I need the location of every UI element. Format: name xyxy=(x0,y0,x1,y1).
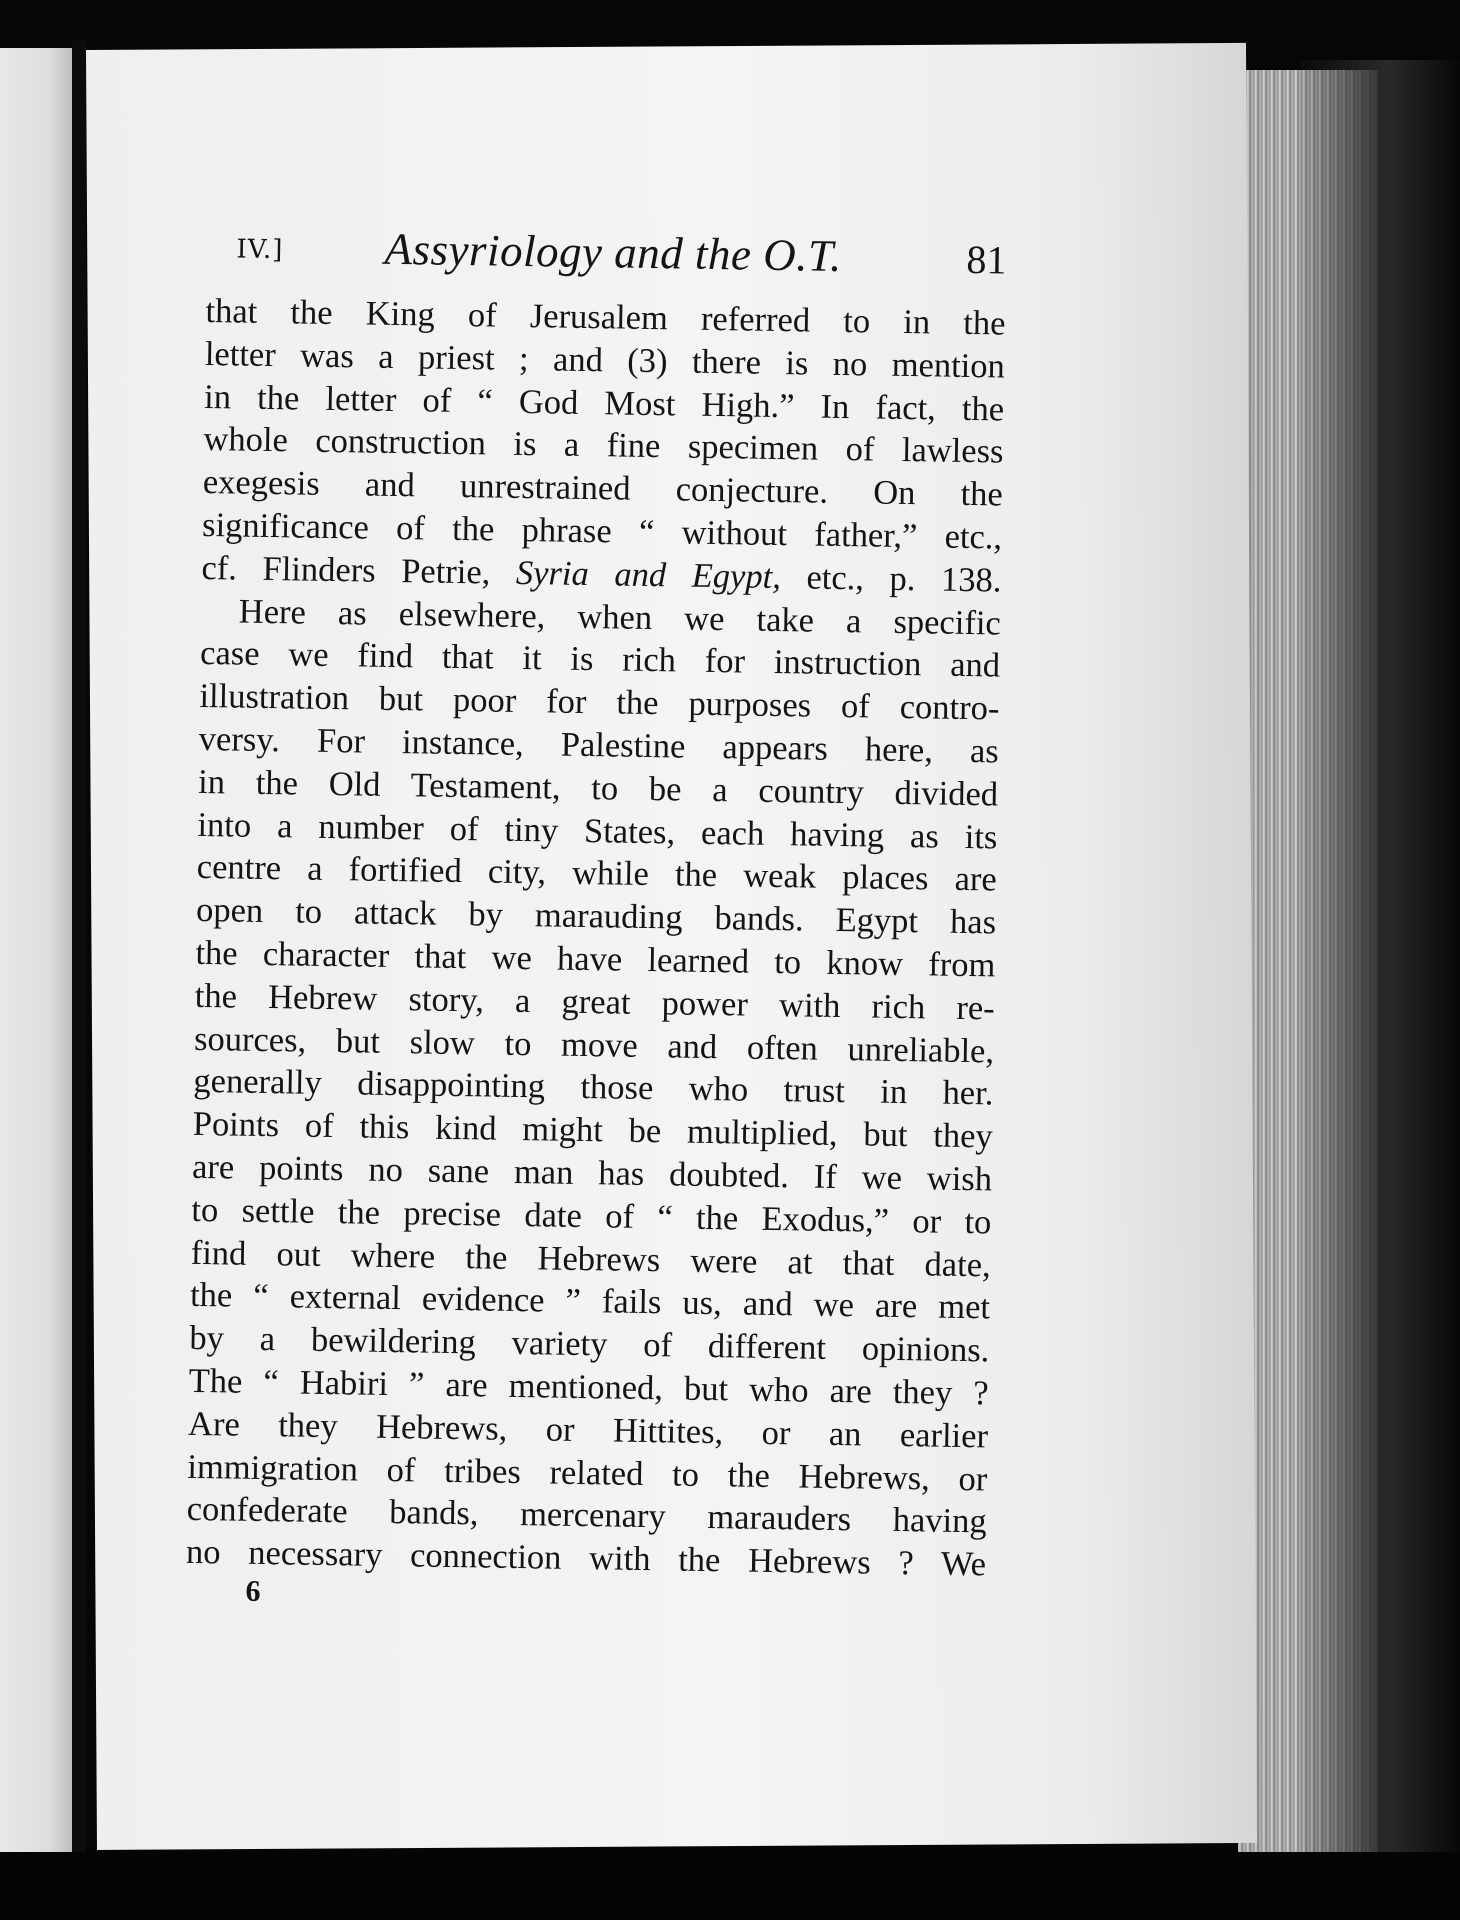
body-text xyxy=(186,290,1006,1586)
citation-page: etc., p. 138. xyxy=(806,558,1002,600)
text-line: the character that we have learned to know from xyxy=(195,933,996,985)
text-line: in the Old Testament, to be a country divided xyxy=(197,762,999,814)
text-line: into a number of tiny States, each having as its xyxy=(197,805,998,857)
page-number: 81 xyxy=(966,236,1007,283)
text-line: in the letter of “ God Most High.” In fact, the xyxy=(203,377,1005,429)
text-line: versy. For instance, Palestine appears here, as xyxy=(198,719,1000,771)
citation-prefix: cf. Flinders Petrie, xyxy=(201,548,491,592)
text-line: exegesis and unrestrained conjecture. On the xyxy=(202,463,1004,514)
text-line: Are they Hebrews, or Hittites, or an earlier xyxy=(187,1404,989,1456)
text-line: illustration but poor for the purposes of contro- xyxy=(199,677,1000,728)
text-line: that the King of Jerusalem referred to in the xyxy=(205,291,1006,343)
running-title: Assyriology and the O.T. xyxy=(384,223,843,281)
text-line: Points of this kind might be multiplied, but they xyxy=(192,1105,993,1156)
text-line: confederate bands, mercenary marauders having xyxy=(186,1490,987,1541)
text-line: are points no sane man has doubted. If we wish xyxy=(191,1147,993,1199)
text-line: Here as elsewhere, when we take a specific xyxy=(238,592,1002,643)
text-line: significance of the phrase “ without father,” etc., xyxy=(201,505,1003,557)
text-line: by a bewildering variety of different opinions. xyxy=(189,1318,990,1370)
text-line: the Hebrew story, a great power with rich re- xyxy=(194,976,996,1028)
page-text-block xyxy=(185,220,1007,1620)
book-gutter xyxy=(72,40,86,1890)
fore-edge-shadow xyxy=(1300,60,1460,1870)
text-line: no necessary connection with the Hebrews ? We xyxy=(185,1532,987,1584)
text-line: find out where the Hebrews were at that date, xyxy=(190,1233,991,1284)
text-line: the “ external evidence ” fails us, and we are met xyxy=(189,1276,991,1327)
text-line: sources, but slow to move and often unreliable, xyxy=(193,1019,995,1071)
text-line: whole construction is a fine specimen of lawless xyxy=(203,420,1004,471)
text-line: case we find that it is rich for instruction and xyxy=(199,634,1001,685)
cited-book-title: Syria and Egypt, xyxy=(515,553,782,596)
text-line: immigration of tribes related to the Hebrews, or xyxy=(187,1447,988,1498)
text-line: to settle the precise date of “ the Exodus,” or to xyxy=(191,1190,992,1242)
signature-mark: 6 xyxy=(245,1574,261,1608)
text-line: generally disappointing those who trust in her. xyxy=(193,1062,994,1113)
running-head xyxy=(206,220,1007,303)
text-line: letter was a priest ; and (3) there is no mention xyxy=(204,334,1006,386)
text-line: centre a fortified city, while the weak places are xyxy=(196,848,998,899)
facing-page-edge xyxy=(0,48,72,1880)
text-line: open to attack by marauding bands. Egypt has xyxy=(195,891,997,942)
text-line: The “ Habiri ” are mentioned, but who are they ? xyxy=(188,1361,989,1413)
scan-bottom-border xyxy=(0,1852,1460,1920)
chapter-number: IV.] xyxy=(236,234,284,266)
